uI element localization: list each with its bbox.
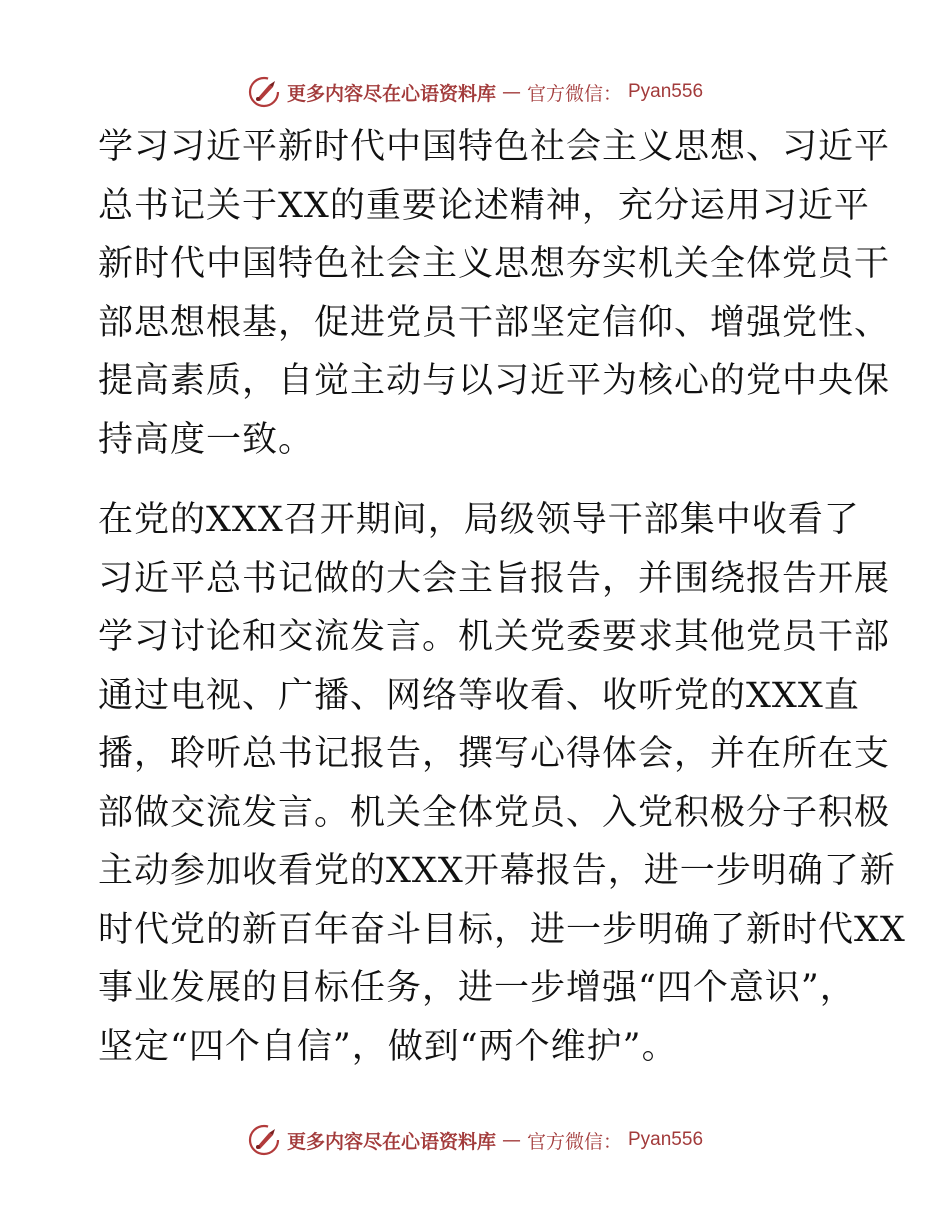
text-line: 时代党的新百年奋斗目标，进一步明确了新时代XX — [98, 909, 906, 950]
footer-banner — [0, 1120, 950, 1160]
text-line: 总书记关于XX的重要论述精神，充分运用习近平 — [98, 185, 870, 226]
paragraph-1 — [98, 118, 891, 469]
text-line: 在党的XXX召开期间，局级领导干部集中收看了 — [98, 500, 860, 540]
quill-logo-icon — [247, 75, 281, 109]
text-line: 坚定“四个自信”，做到“两个维护”。 — [98, 1026, 678, 1067]
text-line: 部做交流发言。机关全体党员、入党积极分子积极 — [98, 792, 891, 833]
banner-account: Pyan556 — [628, 81, 704, 102]
banner-account: Pyan556 — [628, 1129, 704, 1150]
banner-separator: — — [501, 1129, 521, 1151]
text-line: 通过电视、广播、网络等收看、收听党的XXX直 — [98, 675, 860, 716]
banner-separator: — — [501, 81, 521, 103]
text-line: 播，聆听总书记报告，撰写心得体会，并在所在支 — [98, 734, 891, 774]
text-line: 提高素质，自觉主动与以习近平为核心的党中央保 — [98, 361, 891, 401]
text-line: 持高度一致。 — [98, 419, 315, 460]
text-line: 学习讨论和交流发言。机关党委要求其他党员干部 — [98, 617, 891, 657]
banner-brand: 更多内容尽在心语资料库 — [286, 1130, 496, 1153]
text-line: 主动参加收看党的XXX开幕报告，进一步明确了新 — [98, 851, 896, 891]
text-line: 事业发展的目标任务，进一步增强“四个意识”， — [98, 968, 856, 1008]
banner-wechat-label: 官方微信： — [526, 1130, 622, 1153]
banner-wechat-label: 官方微信： — [526, 82, 622, 105]
banner-brand: 更多内容尽在心语资料库 — [286, 82, 496, 105]
text-line: 学习习近平新时代中国特色社会主义思想、习近平 — [98, 127, 891, 167]
text-line: 新时代中国特色社会主义思想夯实机关全体党员干 — [98, 244, 891, 284]
text-line: 习近平总书记做的大会主旨报告，并围绕报告开展 — [98, 558, 891, 599]
header-banner — [0, 72, 950, 112]
paragraph-2 — [98, 491, 906, 1076]
text-line: 部思想根基，促进党员干部坚定信仰、增强党性、 — [98, 302, 891, 343]
quill-logo-icon — [247, 1123, 281, 1157]
document-body — [98, 118, 906, 1076]
